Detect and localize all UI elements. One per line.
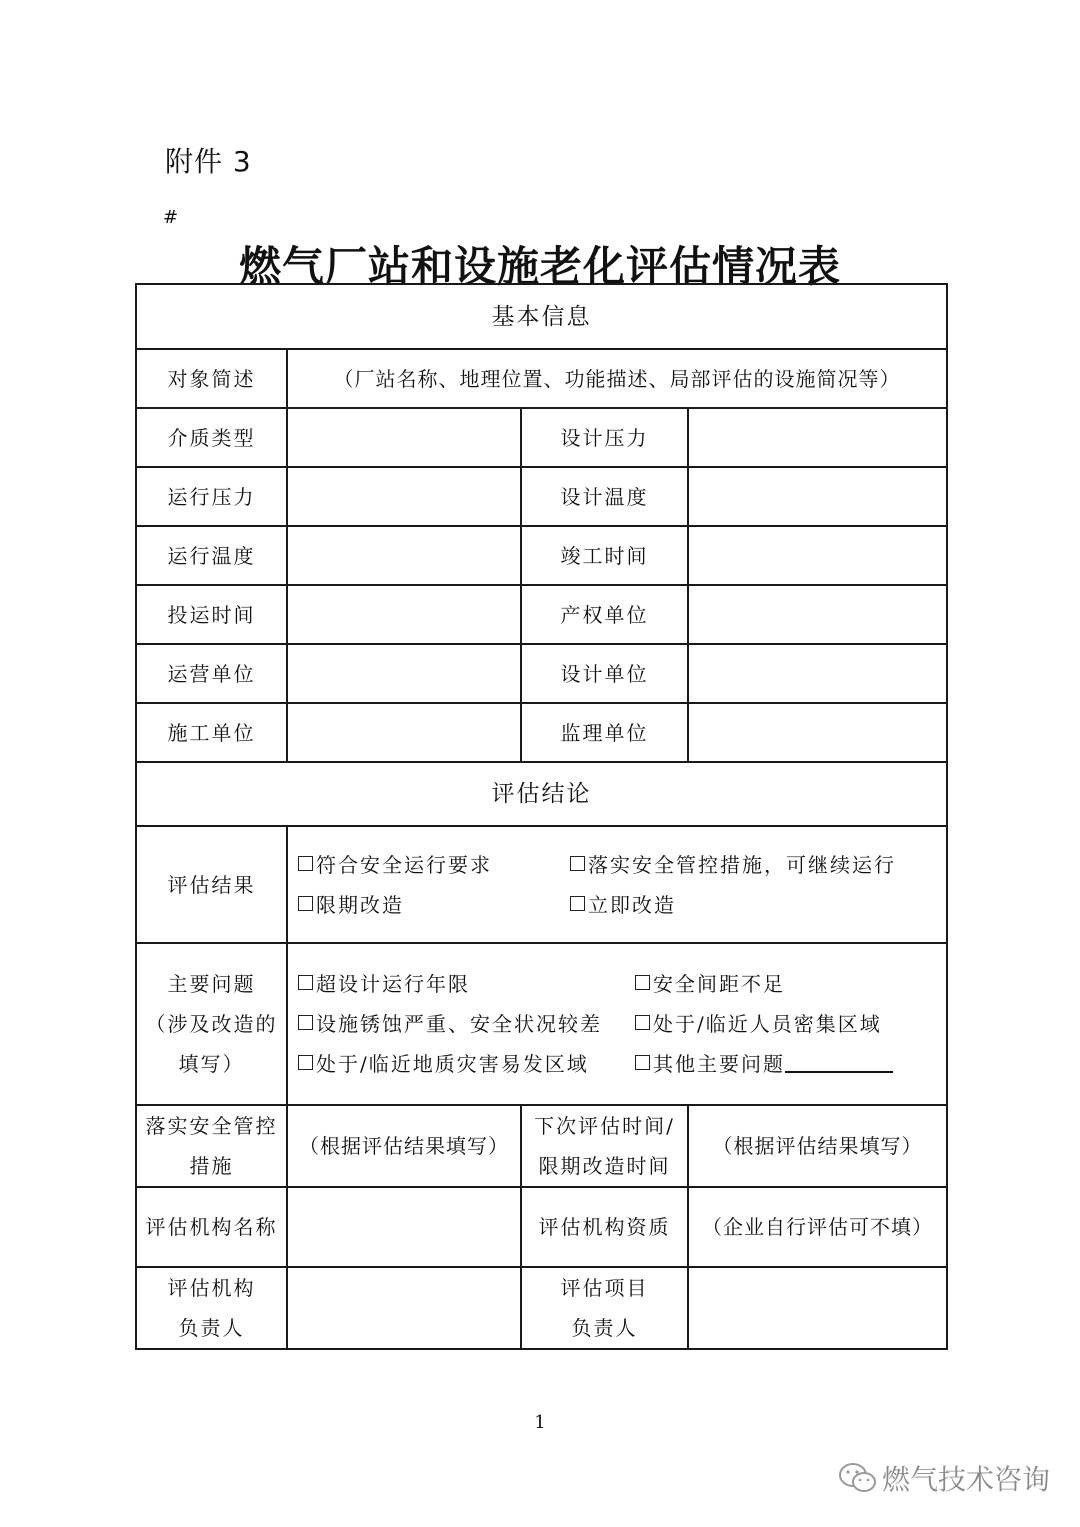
assessment-form-table <box>135 283 948 1350</box>
issue-option[interactable]: 安全间距不足 <box>635 964 785 1004</box>
section-conclusion: 评估结论 <box>136 762 947 826</box>
construction-unit-label: 施工单位 <box>136 703 287 762</box>
operating-temperature-field[interactable] <box>287 526 521 585</box>
attachment-label: 附件 3 <box>165 145 252 178</box>
main-issues-label: 主要问题 （涉及改造的 填写） <box>136 943 287 1105</box>
checkbox-icon[interactable] <box>570 856 585 871</box>
operator-label: 运营单位 <box>136 644 287 703</box>
other-issue-blank[interactable] <box>785 1049 893 1073</box>
medium-type-label: 介质类型 <box>136 408 287 467</box>
result-options <box>287 826 947 943</box>
result-option[interactable]: 符合安全运行要求 <box>298 845 570 885</box>
design-unit-label: 设计单位 <box>521 644 688 703</box>
checkbox-icon[interactable] <box>298 896 313 911</box>
supervision-unit-field[interactable] <box>688 703 947 762</box>
control-measures-label: 落实安全管控 措施 <box>136 1105 287 1187</box>
operating-pressure-field[interactable] <box>287 467 521 526</box>
result-label: 评估结果 <box>136 826 287 943</box>
project-head-label: 评估项目 负责人 <box>521 1267 688 1349</box>
hash-mark: # <box>163 207 179 228</box>
issue-option[interactable]: 其他主要问题 <box>635 1044 893 1084</box>
operating-temperature-label: 运行温度 <box>136 526 287 585</box>
construction-unit-field[interactable] <box>287 703 521 762</box>
issue-option[interactable]: 处于/临近地质灾害易发区域 <box>298 1044 635 1084</box>
supervision-unit-label: 监理单位 <box>521 703 688 762</box>
checkbox-icon[interactable] <box>298 1015 313 1030</box>
operating-pressure-label: 运行压力 <box>136 467 287 526</box>
design-unit-field[interactable] <box>688 644 947 703</box>
section-basic-info: 基本信息 <box>136 284 947 349</box>
agency-qualification-field[interactable]: （企业自行评估可不填） <box>688 1187 947 1267</box>
checkbox-icon[interactable] <box>635 1055 650 1070</box>
form-title: 燃气厂站和设施老化评估情况表 <box>238 242 841 291</box>
agency-head-field[interactable] <box>287 1267 521 1349</box>
object-desc-field[interactable]: （厂站名称、地理位置、功能描述、局部评估的设施简况等） <box>287 349 947 408</box>
property-owner-field[interactable] <box>688 585 947 644</box>
object-desc-label: 对象简述 <box>136 349 287 408</box>
issue-option[interactable]: 超设计运行年限 <box>298 964 635 1004</box>
checkbox-icon[interactable] <box>635 1015 650 1030</box>
commissioning-time-field[interactable] <box>287 585 521 644</box>
checkbox-icon[interactable] <box>298 1055 313 1070</box>
control-measures-field[interactable]: （根据评估结果填写） <box>287 1105 521 1187</box>
medium-type-field[interactable] <box>287 408 521 467</box>
design-temperature-label: 设计温度 <box>521 467 688 526</box>
operator-field[interactable] <box>287 644 521 703</box>
checkbox-icon[interactable] <box>298 975 313 990</box>
design-pressure-field[interactable] <box>688 408 947 467</box>
agency-name-field[interactable] <box>287 1187 521 1267</box>
issue-option[interactable]: 设施锈蚀严重、安全状况较差 <box>298 1004 635 1044</box>
result-option[interactable]: 限期改造 <box>298 885 570 925</box>
next-assessment-field[interactable]: （根据评估结果填写） <box>688 1105 947 1187</box>
next-assessment-label: 下次评估时间/ 限期改造时间 <box>521 1105 688 1187</box>
completion-time-label: 竣工时间 <box>521 526 688 585</box>
design-temperature-field[interactable] <box>688 467 947 526</box>
property-owner-label: 产权单位 <box>521 585 688 644</box>
commissioning-time-label: 投运时间 <box>136 585 287 644</box>
agency-qualification-label: 评估机构资质 <box>521 1187 688 1267</box>
issue-option[interactable]: 处于/临近人员密集区域 <box>635 1004 882 1044</box>
agency-name-label: 评估机构名称 <box>136 1187 287 1267</box>
project-head-field[interactable] <box>688 1267 947 1349</box>
checkbox-icon[interactable] <box>635 975 650 990</box>
result-option[interactable]: 立即改造 <box>570 885 676 925</box>
design-pressure-label: 设计压力 <box>521 408 688 467</box>
checkbox-icon[interactable] <box>298 856 313 871</box>
watermark-text: 燃气技术咨询 <box>882 1463 1051 1496</box>
watermark <box>838 1458 1050 1498</box>
page-number: 1 <box>534 1412 546 1433</box>
issue-options <box>287 943 947 1105</box>
checkbox-icon[interactable] <box>570 896 585 911</box>
result-option[interactable]: 落实安全管控措施，可继续运行 <box>570 845 896 885</box>
completion-time-field[interactable] <box>688 526 947 585</box>
wechat-icon <box>838 1461 878 1495</box>
agency-head-label: 评估机构 负责人 <box>136 1267 287 1349</box>
